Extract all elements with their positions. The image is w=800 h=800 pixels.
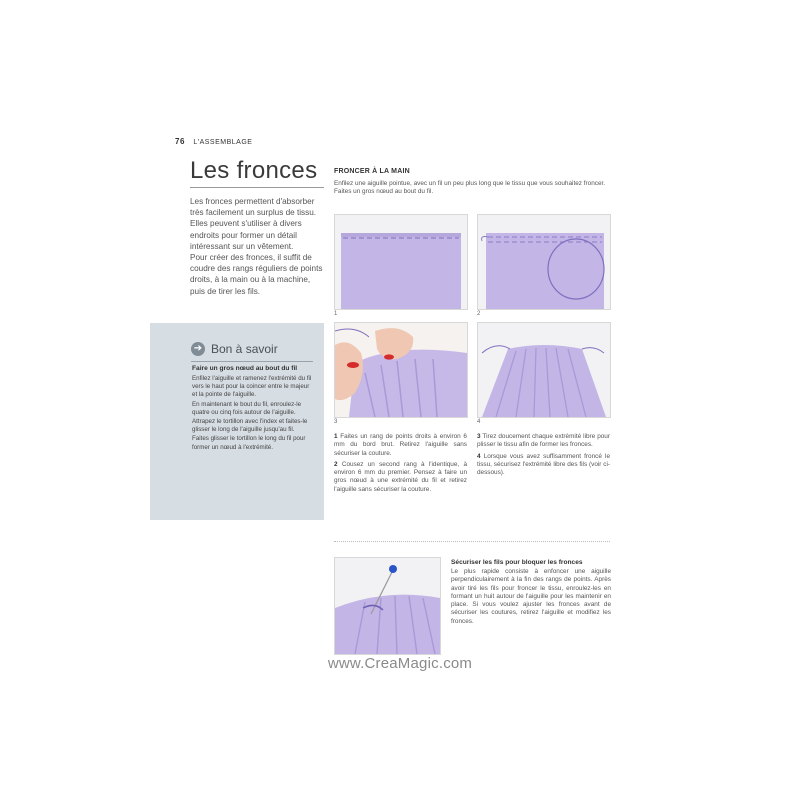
running-header bbox=[175, 137, 252, 146]
sidebar-paragraph: Faites glisser le tortillon le long du fil pour former un nœud à l'extrémité. bbox=[192, 435, 306, 451]
section-intro: Enfilez une aiguille pointue, avec un fil un peu plus long que le tissu que vous souhaitez froncer. Faites un gros nœud au bout du fil. bbox=[334, 180, 606, 196]
sidebar-paragraph: Enfilez l'aiguille et ramenez l'extrémité du fil vers le haut pour la coincer entre le majeur et la pointe de l'aiguille. bbox=[192, 375, 312, 399]
page-title: Les fronces bbox=[190, 157, 318, 184]
sidebar-paragraph: En maintenant le bout du fil, enroulez-le quatre ou cinq fois autour de l'aiguille. bbox=[192, 400, 302, 416]
sidebar-heading bbox=[191, 342, 278, 356]
sidebar-title: Bon à savoir bbox=[211, 342, 278, 356]
arrow-right-icon: ➔ bbox=[191, 342, 205, 356]
photo-label-2: 2 bbox=[477, 311, 481, 317]
step-text: Lorsque vous avez suffisamment froncé le tissu, sécurisez l'extrémité libre des fils (voir ci-dessous). bbox=[477, 452, 610, 477]
title-underline bbox=[190, 187, 324, 188]
step-number: 2 bbox=[334, 460, 338, 468]
step-item bbox=[477, 453, 610, 478]
photo-label-4: 4 bbox=[477, 419, 481, 425]
step-4-photo bbox=[477, 322, 611, 418]
section-header: L'ASSEMBLAGE bbox=[193, 139, 253, 146]
step-item bbox=[334, 433, 467, 458]
page-number: 76 bbox=[175, 137, 185, 146]
step-text: Tirez doucement chaque extrémité libre pour plisser le tissu afin de former les fronces. bbox=[477, 433, 610, 449]
steps-right-column bbox=[477, 433, 610, 480]
step-number: 4 bbox=[477, 452, 481, 460]
step-number: 3 bbox=[477, 433, 481, 440]
steps-left-column bbox=[334, 433, 467, 497]
section-title: FRONCER À LA MAIN bbox=[334, 168, 410, 175]
tip-title: Sécuriser les fils pour bloquer les fronces bbox=[451, 559, 583, 566]
step-number: 1 bbox=[334, 433, 338, 440]
intro-text bbox=[190, 196, 326, 297]
intro-paragraph: Pour créer des fronces, il suffit de coudre des rangs réguliers de points droits, à la main ou à la machine, puis de tirer les fils. bbox=[190, 253, 323, 296]
photo-label-1: 1 bbox=[334, 311, 338, 317]
sidebar-body bbox=[192, 375, 316, 453]
dotted-divider bbox=[334, 541, 610, 542]
step-3-photo bbox=[334, 322, 468, 418]
photo-label-3: 3 bbox=[334, 419, 338, 425]
sidebar-paragraph: Attrapez le tortillon avec l'index et faites-le glisser le long de l'aiguille jusqu'au fil. bbox=[192, 418, 308, 434]
pin-photo bbox=[334, 557, 441, 655]
sidebar-subtitle: Faire un gros nœud au bout du fil bbox=[192, 365, 298, 372]
watermark: www.CreaMagic.com bbox=[327, 655, 473, 672]
step-2-photo bbox=[477, 214, 611, 310]
tip-body: Le plus rapide consiste à enfoncer une aiguille perpendiculairement à la fin des rangs de points. Après avoir tiré les fils pour froncer le tissu, enroulez-les en formant un huit autour de l'aiguille pour les maintenir en place. Si vous voulez ajuster les fronces avant de sécuriser les coutures, retirez l'aiguille et modifiez les fronces. bbox=[451, 568, 611, 625]
step-item bbox=[477, 433, 610, 450]
step-text: Cousez un second rang à l'identique, à environ 6 mm du premier. Pensez à faire un gros nœud à une extrémité du fil et retirez l'aiguille sans sécuriser la couture. bbox=[334, 460, 467, 493]
step-1-photo bbox=[334, 214, 468, 310]
step-text: Faites un rang de points droits à environ 6 mm du bord brut. Retirez l'aiguille sans sécuriser la couture. bbox=[334, 433, 467, 457]
intro-paragraph: Les fronces permettent d'absorber très facilement un surplus de tissu. Elles peuvent s'utiliser à divers endroits pour former un détail intéressant sur un vêtement. bbox=[190, 197, 317, 251]
sidebar-divider bbox=[191, 361, 313, 362]
step-item bbox=[334, 461, 467, 494]
